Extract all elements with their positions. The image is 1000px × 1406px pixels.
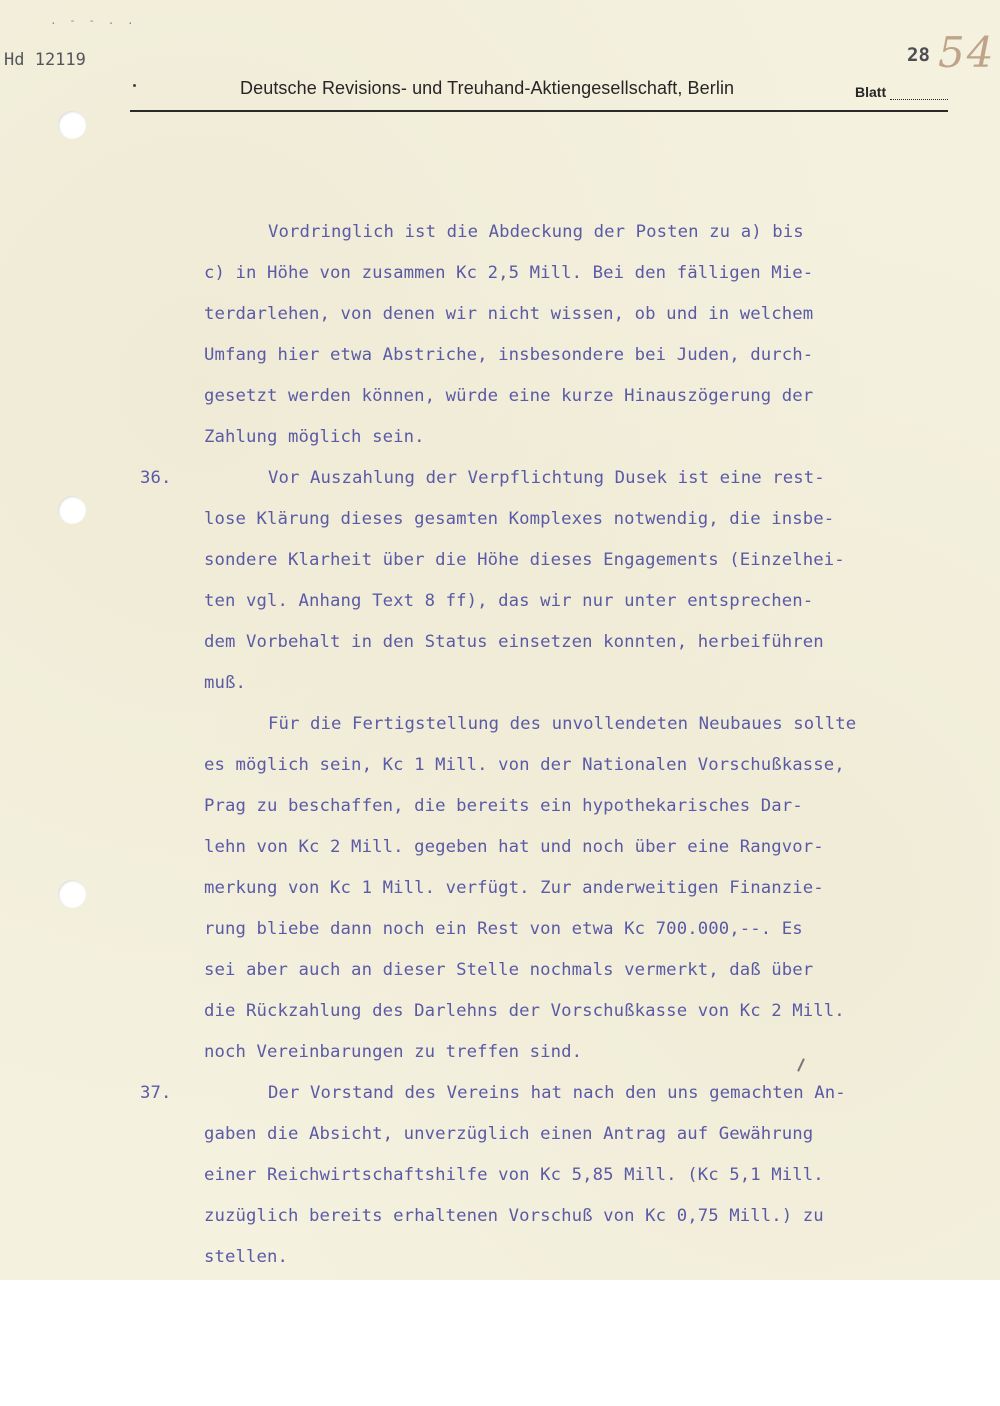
- text-line: ten vgl. Anhang Text 8 ff), das wir nur unter entsprechen-: [204, 591, 814, 611]
- letterhead-rule: [130, 110, 948, 112]
- page-stamp-number: 28: [907, 44, 930, 66]
- text-line: gaben die Absicht, unverzüglich einen Antrag auf Gewährung: [204, 1124, 814, 1144]
- text-line: lehn von Kc 2 Mill. gegeben hat und noch über eine Rangvor-: [204, 837, 824, 857]
- letterhead-bullet: [133, 84, 136, 87]
- text-line: einer Reichwirtschaftshilfe von Kc 5,85 Mill. (Kc 5,1 Mill.: [204, 1165, 824, 1185]
- text-line: Für die Fertigstellung des unvollendeten Neubaues sollte: [268, 714, 857, 734]
- text-line: die Rückzahlung des Darlehns der Vorschußkasse von Kc 2 Mill.: [204, 1001, 845, 1021]
- text-line: merkung von Kc 1 Mill. verfügt. Zur anderweitigen Finanzie-: [204, 878, 824, 898]
- text-line: Vordringlich ist die Abdeckung der Posten zu a) bis: [268, 222, 804, 242]
- text-line: Prag zu beschaffen, die bereits ein hypothekarisches Dar-: [204, 796, 803, 816]
- blatt-blank: [890, 87, 948, 100]
- punch-hole: [58, 880, 86, 908]
- header-dots: . - - . .: [50, 14, 137, 27]
- text-line: Der Vorstand des Vereins hat nach den uns gemachten An-: [268, 1083, 846, 1103]
- paragraph-37: [140, 1073, 949, 1278]
- typed-body: [140, 212, 949, 1278]
- handwritten-page-number: 54: [938, 28, 996, 77]
- sheet-label: [855, 84, 948, 100]
- text-line: gesetzt werden können, würde eine kurze Hinauszögerung der: [204, 386, 814, 406]
- text-line: muß.: [204, 673, 247, 693]
- text-line: c) in Höhe von zusammen Kc 2,5 Mill. Bei den fälligen Mie-: [204, 263, 814, 283]
- paragraph-36: [140, 458, 949, 704]
- letterhead-company: Deutsche Revisions- und Treuhand-Aktiengesellschaft, Berlin: [240, 78, 735, 98]
- text-line: es möglich sein, Kc 1 Mill. von der Nationalen Vorschußkasse,: [204, 755, 845, 775]
- text-line: terdarlehen, von denen wir nicht wissen, ob und in welchem: [204, 304, 814, 324]
- paragraph-number: 36.: [140, 468, 172, 488]
- paragraph: [204, 212, 949, 458]
- text-line: noch Vereinbarungen zu treffen sind.: [204, 1042, 583, 1062]
- blatt-label: Blatt: [855, 84, 887, 100]
- punch-hole: [58, 496, 86, 524]
- text-line: stellen.: [204, 1247, 289, 1267]
- text-line: zuzüglich bereits erhaltenen Vorschuß von Kc 0,75 Mill.) zu: [204, 1206, 824, 1226]
- document-reference: Hd 12119: [4, 50, 86, 70]
- text-line: lose Klärung dieses gesamten Komplexes notwendig, die insbe-: [204, 509, 835, 529]
- text-line: sondere Klarheit über die Höhe dieses Engagements (Einzelhei-: [204, 550, 845, 570]
- paragraph-number: 37.: [140, 1083, 172, 1103]
- text-line: dem Vorbehalt in den Status einsetzen konnten, herbeiführen: [204, 632, 824, 652]
- text-line: sei aber auch an dieser Stelle nochmals vermerkt, daß über: [204, 960, 814, 980]
- text-line: Umfang hier etwa Abstriche, insbesondere bei Juden, durch-: [204, 345, 814, 365]
- punch-hole: [58, 111, 86, 139]
- text-line: rung bliebe dann noch ein Rest von etwa Kc 700.000,--. Es: [204, 919, 803, 939]
- paragraph: [204, 704, 949, 1073]
- text-line: Zahlung möglich sein.: [204, 427, 425, 447]
- text-line: Vor Auszahlung der Verpflichtung Dusek ist eine rest-: [268, 468, 825, 488]
